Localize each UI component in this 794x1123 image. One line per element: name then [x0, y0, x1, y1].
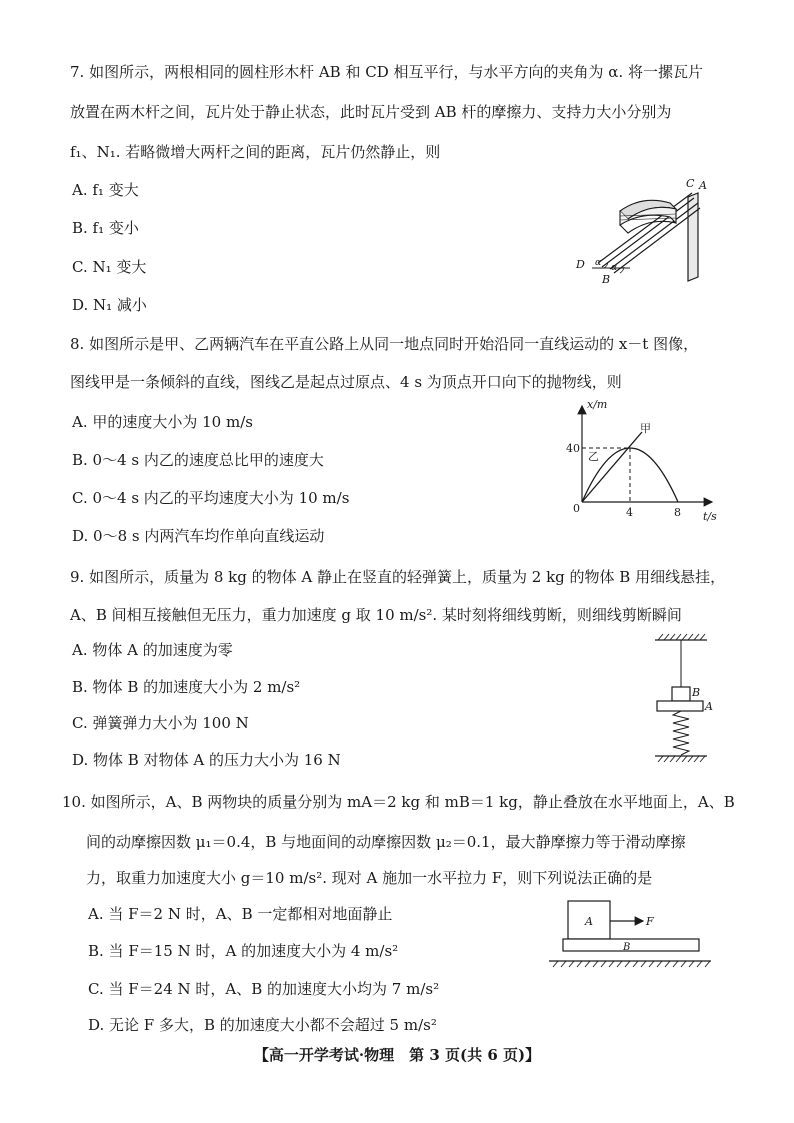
q10-label-f: F: [646, 915, 654, 928]
q7-option-c: C. N₁ 变大: [72, 258, 147, 276]
q9-spring: [673, 711, 689, 755]
q7-label-c: C: [686, 177, 695, 190]
q8-line-jia: [582, 432, 642, 502]
q8-stem-line-2: 图线甲是一条倾斜的直线，图线乙是起点过原点、4 s 为顶点开口向下的抛物线，则: [70, 373, 622, 391]
q8-option-c: C. 0～4 s 内乙的平均速度大小为 10 m/s: [72, 489, 350, 507]
q10-stem-line-1: 10. 如图所示，A、B 两物块的质量分别为 mA＝2 kg 和 mB＝1 kg，静止叠放在水平地面上，A、B: [62, 793, 735, 811]
q7-label-a: A: [699, 179, 707, 192]
q7-option-b: B. f₁ 变小: [72, 219, 139, 237]
q8-x-tick-4: 4: [626, 506, 633, 519]
page-footer: 【高一开学考试·物理 第 3 页(共 6 页)】: [253, 1046, 541, 1064]
q8-option-b: B. 0～4 s 内乙的速度总比甲的速度大: [72, 451, 324, 469]
q8-label-yi: 乙: [588, 450, 599, 463]
q8-option-a: A. 甲的速度大小为 10 m/s: [72, 413, 253, 431]
q8-y-tick-40: 40: [566, 442, 580, 455]
q7-label-alpha-2: α: [611, 263, 618, 273]
q10-option-a: A. 当 F＝2 N 时，A、B 一定都相对地面静止: [88, 905, 393, 923]
q8-x-label: t/s: [703, 510, 717, 523]
q9-block-b: [672, 687, 690, 701]
q9-stem-line-1: 9. 如图所示，质量为 8 kg 的物体 A 静止在竖直的轻弹簧上，质量为 2 kg 的物体 B 用细线悬挂，: [70, 568, 726, 586]
q8-y-label: x/m: [587, 398, 608, 411]
q7-option-a: A. f₁ 变大: [72, 181, 139, 199]
q7-label-b: B: [602, 273, 611, 286]
q9-label-a: A: [705, 700, 713, 713]
q10-option-b: B. 当 F＝15 N 时，A 的加速度大小为 4 m/s²: [88, 942, 399, 960]
q8-x-tick-8: 8: [674, 506, 681, 519]
q9-spring-figure: [645, 632, 725, 772]
q9-option-d: D. 物体 B 对物体 A 的压力大小为 16 N: [72, 751, 341, 769]
q7-label-d: D: [576, 258, 585, 271]
q7-stem-line-3: f₁、N₁. 若略微增大两杆之间的距离，瓦片仍然静止，则: [70, 143, 441, 161]
q9-label-b: B: [692, 686, 701, 699]
q7-option-d: D. N₁ 减小: [72, 296, 147, 314]
q10-option-c: C. 当 F＝24 N 时，A、B 的加速度大小均为 7 m/s²: [88, 980, 440, 998]
q10-stem-line-2: 间的动摩擦因数 μ₁＝0.4，B 与地面间的动摩擦因数 μ₂＝0.1，最大静摩擦力等于滑动摩擦: [86, 833, 686, 851]
q7-label-alpha-1: α: [595, 258, 602, 268]
q7-figure-tiles-on-rods: [570, 175, 715, 285]
q9-option-b: B. 物体 B 的加速度大小为 2 m/s²: [72, 678, 301, 696]
q10-label-a: A: [585, 915, 593, 928]
q10-block-b: [563, 939, 699, 951]
q9-block-a: [657, 701, 703, 711]
q8-origin-label: 0: [573, 502, 580, 515]
q9-option-c: C. 弹簧弹力大小为 100 N: [72, 714, 249, 732]
q7-stem-line-2: 放置在两木杆之间，瓦片处于静止状态，此时瓦片受到 AB 杆的摩擦力、支持力大小分别为: [70, 103, 672, 121]
q8-label-jia: 甲: [640, 422, 651, 435]
q9-stem-line-2: A、B 间相互接触但无压力，重力加速度 g 取 10 m/s². 某时刻将细线剪断，则细线剪断瞬间: [70, 606, 682, 624]
q7-stem-line-1: 7. 如图所示，两根相同的圆柱形木杆 AB 和 CD 相互平行，与水平方向的夹角为 α. 将一摞瓦片: [70, 63, 703, 81]
q8-xt-graph: [560, 398, 720, 523]
q9-option-a: A. 物体 A 的加速度为零: [72, 641, 233, 659]
q10-option-d: D. 无论 F 多大，B 的加速度大小都不会超过 5 m/s²: [88, 1016, 437, 1034]
q8-stem-line-1: 8. 如图所示是甲、乙两辆汽车在平直公路上从同一地点同时开始沿同一直线运动的 x－t 图像，: [70, 335, 699, 353]
q10-label-b: B: [623, 942, 631, 953]
q8-option-d: D. 0～8 s 内两汽车均作单向直线运动: [72, 527, 325, 545]
q10-stem-line-3: 力，取重力加速度大小 g＝10 m/s². 现对 A 施加一水平拉力 F，则下列说法正确的是: [86, 869, 653, 887]
q10-blocks-figure: [545, 895, 715, 970]
